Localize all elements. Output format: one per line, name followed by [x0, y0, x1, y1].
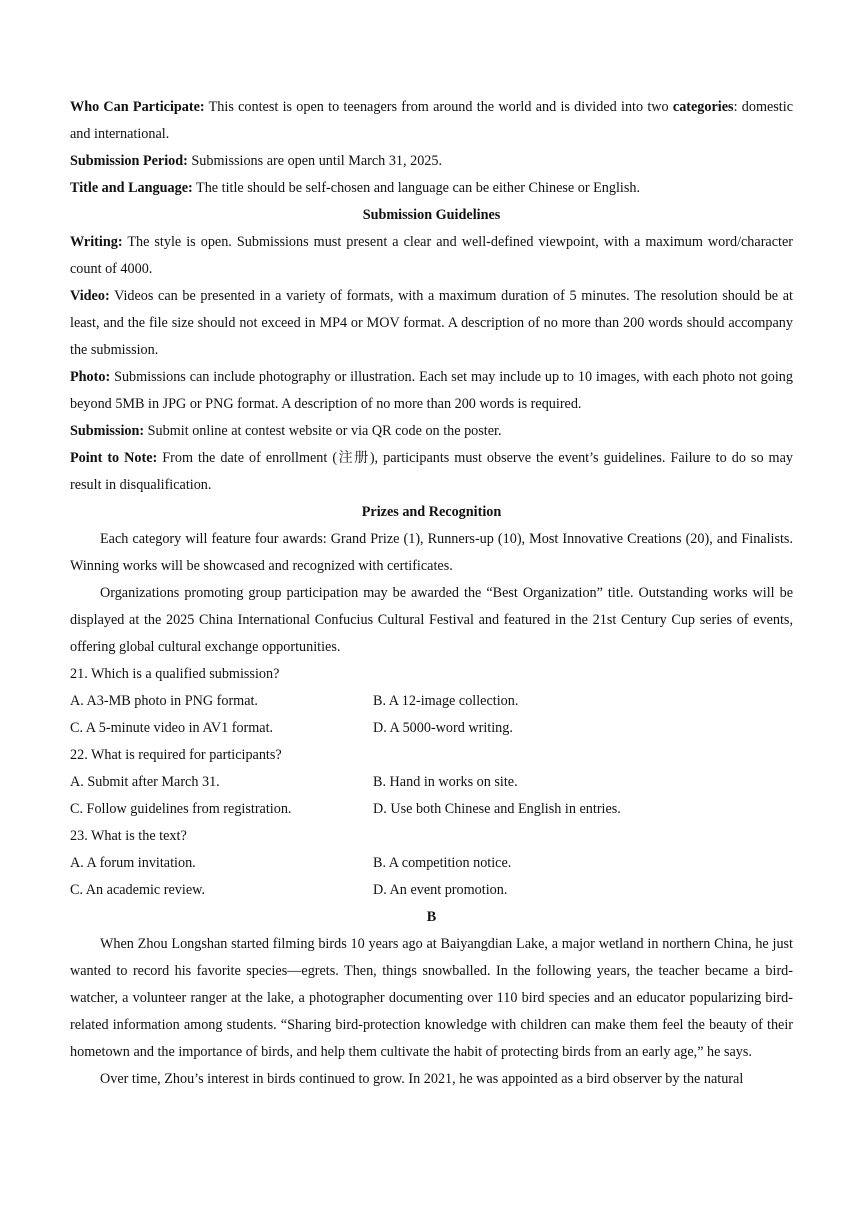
- question-stem: 23. What is the text?: [70, 828, 187, 844]
- option-a: A. Submit after March 31.: [70, 774, 220, 790]
- note-text: From the date of enrollment (注册), participants must observe the event’s guidelines. Failure to do so may result in disqualification.: [70, 450, 793, 493]
- guidelines-heading: Submission Guidelines: [362, 207, 501, 223]
- option-row: [70, 796, 793, 823]
- writing-text: The style is open. Submissions must present a clear and well-defined viewpoint, with a maximum word/character count of 4000.: [70, 234, 793, 277]
- period-text: Submissions are open until March 31, 2025.: [187, 153, 443, 169]
- option-b: B. A 12-image collection.: [373, 693, 519, 709]
- submission-text: Submit online at contest website or via QR code on the poster.: [144, 423, 502, 439]
- who-text-1: This contest is open to teenagers from around the world and is divided into two: [204, 99, 673, 115]
- option-row: [70, 877, 793, 904]
- note-label: Point to Note:: [70, 450, 158, 466]
- submission-label: Submission:: [70, 423, 145, 439]
- option-c: C. Follow guidelines from registration.: [70, 801, 292, 817]
- photo-text: Submissions can include photography or illustration. Each set may include up to 10 images, with each photo not going beyond 5MB in JPG or PNG format. A description of no more than 200 words is required.: [70, 369, 793, 412]
- option-c: C. An academic review.: [70, 882, 205, 898]
- question-stem: 22. What is required for participants?: [70, 747, 282, 763]
- submission-guideline: [70, 418, 793, 445]
- title-and-language: [70, 175, 793, 202]
- option-row: [70, 769, 793, 796]
- who-can-participate: [70, 94, 793, 148]
- video-text: Videos can be presented in a variety of formats, with a maximum duration of 5 minutes. The resolution should be at least, and the file size should not exceed in MP4 or MOV format. A description of no more than 200 words should accompany the submission.: [70, 288, 793, 358]
- prizes-paragraph-1: Each category will feature four awards: Grand Prize (1), Runners-up (10), Most Innovative Creations (20), and Finalists. Winning works will be showcased and recognized with certificates.: [70, 531, 793, 574]
- video-guideline: [70, 283, 793, 364]
- title-text: The title should be self-chosen and language can be either Chinese or English.: [192, 180, 641, 196]
- section-b-paragraph-1: When Zhou Longshan started filming birds 10 years ago at Baiyangdian Lake, a major wetland in northern China, he just wanted to record his favorite species—egrets. Then, things snowballed. In the following years, the teacher became a bird-watcher, a volunteer ranger at the lake, a photographer documenting over 110 bird species and an educator popularizing bird-related information among students. “Sharing bird-protection knowledge with children can make them feel the beauty of their hometown and the importance of birds, and help them cultivate the habit of protecting birds from an early age,” he says.: [70, 936, 793, 1060]
- option-a: A. A forum invitation.: [70, 855, 196, 871]
- title-label: Title and Language:: [70, 180, 193, 196]
- option-d: D. Use both Chinese and English in entries.: [373, 801, 621, 817]
- question-21: [70, 661, 793, 742]
- document-page: [70, 94, 793, 1093]
- option-row: [70, 715, 793, 742]
- option-c: C. A 5-minute video in AV1 format.: [70, 720, 274, 736]
- prizes-paragraph-2: Organizations promoting group participation may be awarded the “Best Organization” title. Outstanding works will be displayed at the 2025 China International Confucius Cultural Festival and featured in the 21st Century Cup series of events, offering global cultural exchange opportunities.: [70, 585, 793, 655]
- period-label: Submission Period:: [70, 153, 188, 169]
- option-b: B. Hand in works on site.: [373, 774, 518, 790]
- who-bold: categories: [672, 99, 734, 115]
- section-b-heading: B: [426, 909, 437, 925]
- writing-label: Writing:: [70, 234, 123, 250]
- question-stem: 21. Which is a qualified submission?: [70, 666, 280, 682]
- point-to-note: [70, 445, 793, 499]
- option-d: D. An event promotion.: [373, 882, 508, 898]
- option-d: D. A 5000-word writing.: [373, 720, 513, 736]
- section-b-paragraph-2: Over time, Zhou’s interest in birds continued to grow. In 2021, he was appointed as a bird observer by the natural: [100, 1071, 744, 1087]
- who-label: Who Can Participate:: [70, 99, 205, 115]
- submission-period: [70, 148, 793, 175]
- photo-guideline: [70, 364, 793, 418]
- writing-guideline: [70, 229, 793, 283]
- prizes-heading: Prizes and Recognition: [361, 504, 502, 520]
- question-22: [70, 742, 793, 823]
- option-row: [70, 850, 793, 877]
- option-row: [70, 688, 793, 715]
- video-label: Video:: [70, 288, 110, 304]
- option-a: A. A3-MB photo in PNG format.: [70, 693, 258, 709]
- option-b: B. A competition notice.: [373, 855, 512, 871]
- photo-label: Photo:: [70, 369, 111, 385]
- question-23: [70, 823, 793, 904]
- who-text-2: : domestic and international.: [70, 99, 793, 142]
